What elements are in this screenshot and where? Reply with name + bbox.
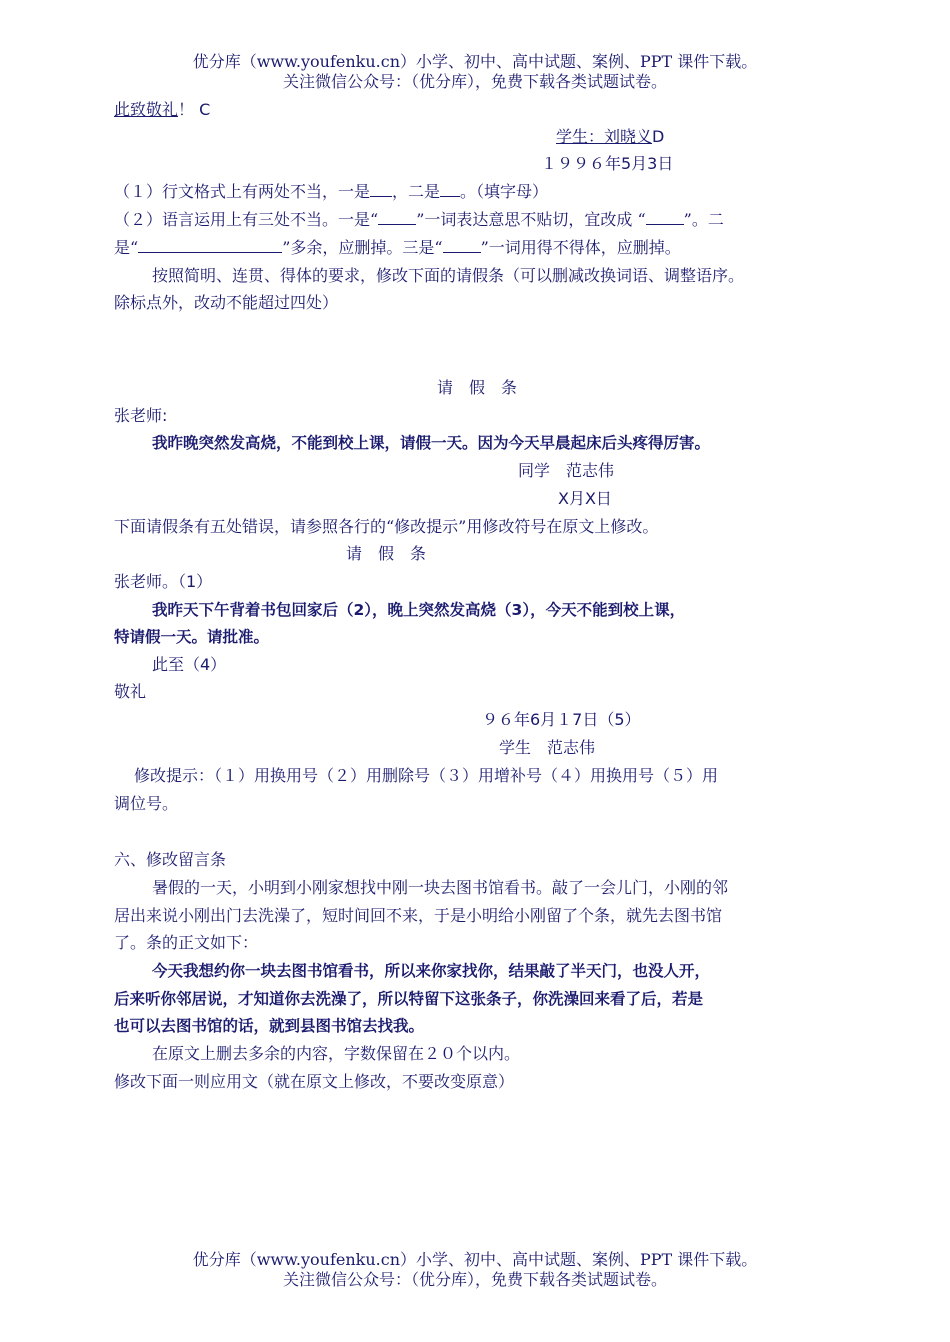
q2-d: 是“ xyxy=(114,238,139,257)
q2-c: ”。二 xyxy=(683,210,724,229)
task4-intro-3: 了。条的正文如下： xyxy=(114,933,259,952)
q1-mid: ，二是 xyxy=(392,182,441,201)
task4-heading: 六、修改留言条 xyxy=(114,850,227,869)
letter1-closing-line xyxy=(114,99,210,121)
task3-body-1: 我昨天下午背着书包回家后（2），晚上突然发高烧（3），今天不能到校上课， xyxy=(152,601,686,619)
task2-date: X月X日 xyxy=(558,489,612,508)
task3-greeting: 张老师。（1） xyxy=(114,572,213,591)
header-line-2: 关注微信公众号：（优分库），免费下载各类试题试卷。 xyxy=(282,72,667,91)
task3-date: ９６年6月１7日（5） xyxy=(482,710,641,729)
task3-closing-1: 此至（4） xyxy=(152,655,227,674)
task4-note-1: 今天我想约你一块去图书馆看书，所以来你家找你，结果敲了半天门，也没人开， xyxy=(152,962,711,980)
task3-signature: 学生 范志伟 xyxy=(499,738,596,757)
footer-line-1: 优分库（www.youfenku.cn）小学、初中、高中试题、案例、PPT 课件下载。 xyxy=(192,1250,758,1269)
task2-signature: 同学 范志伟 xyxy=(518,461,615,480)
q1-end: 。（填字母） xyxy=(460,182,549,201)
task4-intro-1: 暑假的一天，小明到小刚家想找中刚一块去图书馆看书。敲了一会儿门，小刚的邻 xyxy=(152,878,729,897)
q2-a: （２）语言运用上有三处不当。一是“ xyxy=(114,210,379,229)
footer-line-2: 关注微信公众号：（优分库），免费下载各类试题试卷。 xyxy=(282,1270,667,1289)
task3-body-2: 特请假一天。请批准。 xyxy=(114,628,270,646)
q2-blank-4[interactable] xyxy=(443,238,481,253)
task4-requirement: 在原文上删去多余的内容，字数保留在２０个以内。 xyxy=(152,1044,521,1063)
letter1-closing-mark: ！ C xyxy=(178,100,211,119)
letter1-signature: 学生：刘晓义 xyxy=(556,127,653,146)
task2-body: 我昨晚突然发高烧，不能到校上课，请假一天。因为今天早晨起床后头疼得厉害。 xyxy=(152,434,711,452)
task3-hint-2: 调位号。 xyxy=(114,794,179,813)
q2-blank-2[interactable] xyxy=(646,210,684,225)
task2-greeting: 张老师: xyxy=(114,406,168,425)
task3-instruction: 下面请假条有五处错误，请参照各行的“修改提示”用修改符号在原文上修改。 xyxy=(114,517,659,536)
q2-b: ”一词表达意思不贴切，宜改成 “ xyxy=(416,210,646,229)
task3-closing-2: 敬礼 xyxy=(114,682,147,701)
q2-e: ”多余，应删掉。三是“ xyxy=(282,238,443,257)
letter1-question-1 xyxy=(114,181,548,203)
header-line-1: 优分库（www.youfenku.cn）小学、初中、高中试题、案例、PPT 课件下载。 xyxy=(192,52,758,71)
q1-text: （１）行文格式上有两处不当，一是 xyxy=(114,182,371,201)
task4-intro-2: 居出来说小刚出门去洗澡了，短时间回不来，于是小明给小刚留了个条，就先去图书馆 xyxy=(114,906,723,925)
letter1-question-2a xyxy=(114,209,724,231)
letter1-signature-line xyxy=(556,126,664,148)
q2-blank-1[interactable] xyxy=(378,210,416,225)
q1-blank-1[interactable] xyxy=(370,182,392,197)
task2-instruction-1: 按照简明、连贯、得体的要求，修改下面的请假条（可以删减改换词语、调整语序。 xyxy=(152,266,745,285)
letter1-question-2b xyxy=(114,237,681,259)
q2-f: ”一词用得不得体，应删掉。 xyxy=(480,238,681,257)
task4-note-2: 后来听你邻居说，才知道你去洗澡了，所以特留下这张条子，你洗澡回来看了后，若是 xyxy=(114,990,704,1008)
q1-blank-2[interactable] xyxy=(440,182,460,197)
task4-note-3: 也可以去图书馆的话，就到县图书馆去找我。 xyxy=(114,1017,425,1035)
letter1-signature-mark: D xyxy=(652,127,665,146)
q2-blank-3[interactable] xyxy=(138,238,282,253)
task2-title: 请 假 条 xyxy=(437,378,518,397)
letter1-date: １９９６年5月3日 xyxy=(541,154,674,173)
task4-final-instruction: 修改下面一则应用文（就在原文上修改，不要改变原意） xyxy=(114,1072,515,1091)
letter1-closing: 此致敬礼 xyxy=(114,100,179,119)
task2-instruction-2: 除标点外，改动不能超过四处） xyxy=(114,293,339,312)
task3-title: 请 假 条 xyxy=(346,544,427,563)
task3-hint-1: 修改提示：（１）用换用号（２）用删除号（３）用增补号（４）用换用号（５）用 xyxy=(134,766,719,785)
